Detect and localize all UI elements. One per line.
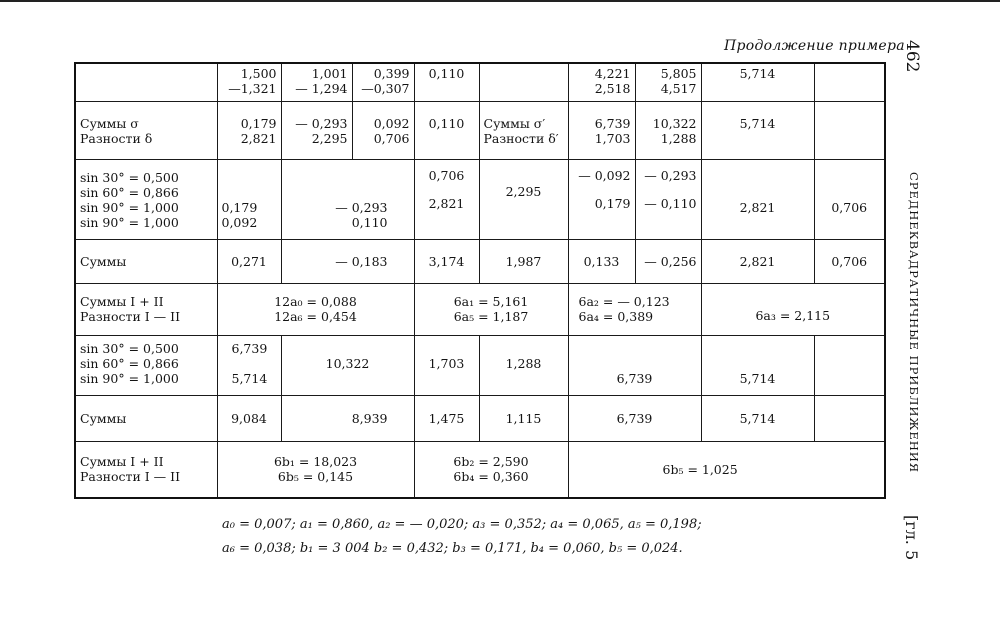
table-cell: 0,110 [414, 63, 479, 101]
table-cell: 6,739 [568, 395, 701, 441]
running-head: СРЕДНЕКВАДРАТИЧНЫЕ ПРИБЛИЖЕНИЯ [907, 172, 921, 474]
table-row [75, 335, 885, 395]
table-cell: 10,322 1,288 [635, 101, 701, 159]
table-cell: 1,475 [414, 395, 479, 441]
table-cell: 6a₂ = — 0,123 6a₄ = 0,389 [568, 283, 701, 335]
formula-line: a₀ = 0,007; a₁ = 0,860, a₂ = — 0,020; a₃ = 0,352; a₄ = 0,065, a₅ = 0,198; [222, 517, 702, 532]
table-cell: 0,706 [814, 239, 885, 283]
table-cell: 0,179 0,092 [217, 159, 281, 239]
table-cell [814, 63, 885, 101]
row-label-cell [75, 63, 217, 101]
page-number: 462 [902, 40, 922, 73]
table-cell: 6a₃ = 2,115 [701, 283, 885, 335]
table-cell: 1,001 — 1,294 [281, 63, 352, 101]
table-cell: — 0,293 2,295 [281, 101, 352, 159]
table-cell: 6a₁ = 5,161 6a₅ = 1,187 [414, 283, 568, 335]
table-cell: 0,399 —0,307 [352, 63, 414, 101]
table-cell: — 0,293 — 0,110 [635, 159, 701, 239]
table-cell: 2,295 [479, 159, 568, 239]
row-label-cell: sin 30° = 0,500 sin 60° = 0,866 sin 90° = 1,000 sin 90° = 1,000 [75, 159, 217, 239]
table-cell: 10,322 [281, 335, 414, 395]
table-row [75, 283, 885, 335]
table-cell [814, 101, 885, 159]
row-label-cell: sin 30° = 0,500 sin 60° = 0,866 sin 90° = 1,000 [75, 335, 217, 395]
row-label-cell: Суммы σ′ Разности δ′ [479, 101, 568, 159]
table-cell: 5,714 [701, 335, 814, 395]
table-cell: 4,221 2,518 [568, 63, 635, 101]
table-cell: 2,821 [701, 159, 814, 239]
top-rule [0, 0, 1000, 2]
table-cell [814, 395, 885, 441]
table-row [75, 101, 885, 159]
table-cell: 1,500 —1,321 [217, 63, 281, 101]
table-row [75, 239, 885, 283]
table-cell: — 0,256 [635, 239, 701, 283]
table-cell: 0,271 [217, 239, 281, 283]
row-label-cell: Суммы σ Разности δ [75, 101, 217, 159]
table-cell: 0,110 [414, 101, 479, 159]
table-cell: 12a₀ = 0,088 12a₆ = 0,454 [217, 283, 414, 335]
table-cell: 2,821 [701, 239, 814, 283]
table-cell: 6,739 [568, 335, 701, 395]
table-cell: — 0,092 0,179 [568, 159, 635, 239]
table-cell: 9,084 [217, 395, 281, 441]
table-cell: 6b₂ = 2,590 6b₄ = 0,360 [414, 441, 568, 498]
table-cell: 0,133 [568, 239, 635, 283]
row-label-cell: Суммы [75, 239, 217, 283]
table-cell: 5,714 [701, 395, 814, 441]
table-row [75, 159, 885, 239]
chapter-mark: [гл. 5 [902, 515, 921, 561]
table-row [75, 395, 885, 441]
computation-table [74, 62, 886, 499]
table-cell [814, 335, 885, 395]
table-cell: 5,714 [701, 101, 814, 159]
coefficient-results [222, 513, 842, 561]
table-cell: 0,179 2,821 [217, 101, 281, 159]
table-cell: 1,703 [414, 335, 479, 395]
table-cell: 6b₁ = 18,023 6b₅ = 0,145 [217, 441, 414, 498]
table-cell [479, 63, 568, 101]
table-cell: — 0,183 [281, 239, 414, 283]
table-row [75, 441, 885, 498]
table-cell: 6,739 5,714 [217, 335, 281, 395]
table-row [75, 63, 885, 101]
table-cell: 1,288 [479, 335, 568, 395]
table-cell: 1,115 [479, 395, 568, 441]
row-label-cell: Суммы [75, 395, 217, 441]
table-cell: 6b₅ = 1,025 [568, 441, 885, 498]
table-cell: 8,939 [281, 395, 414, 441]
formula-line: a₆ = 0,038; b₁ = 3 004 b₂ = 0,432; b₃ = 0,171, b₄ = 0,060, b₅ = 0,024. [222, 541, 683, 556]
table-cell: 5,805 4,517 [635, 63, 701, 101]
table-cell: 0,092 0,706 [352, 101, 414, 159]
row-label-cell: Суммы I + II Разности I — II [75, 441, 217, 498]
table-cell: 0,706 2,821 [414, 159, 479, 239]
table-cell: 1,987 [479, 239, 568, 283]
page-header-title: Продолжение примера [724, 38, 905, 54]
table-cell: 0,706 [814, 159, 885, 239]
row-label-cell: Суммы I + II Разности I — II [75, 283, 217, 335]
table-cell: 3,174 [414, 239, 479, 283]
table-cell: 5,714 [701, 63, 814, 101]
table-cell: 6,739 1,703 [568, 101, 635, 159]
table-cell: — 0,293 0,110 [281, 159, 414, 239]
